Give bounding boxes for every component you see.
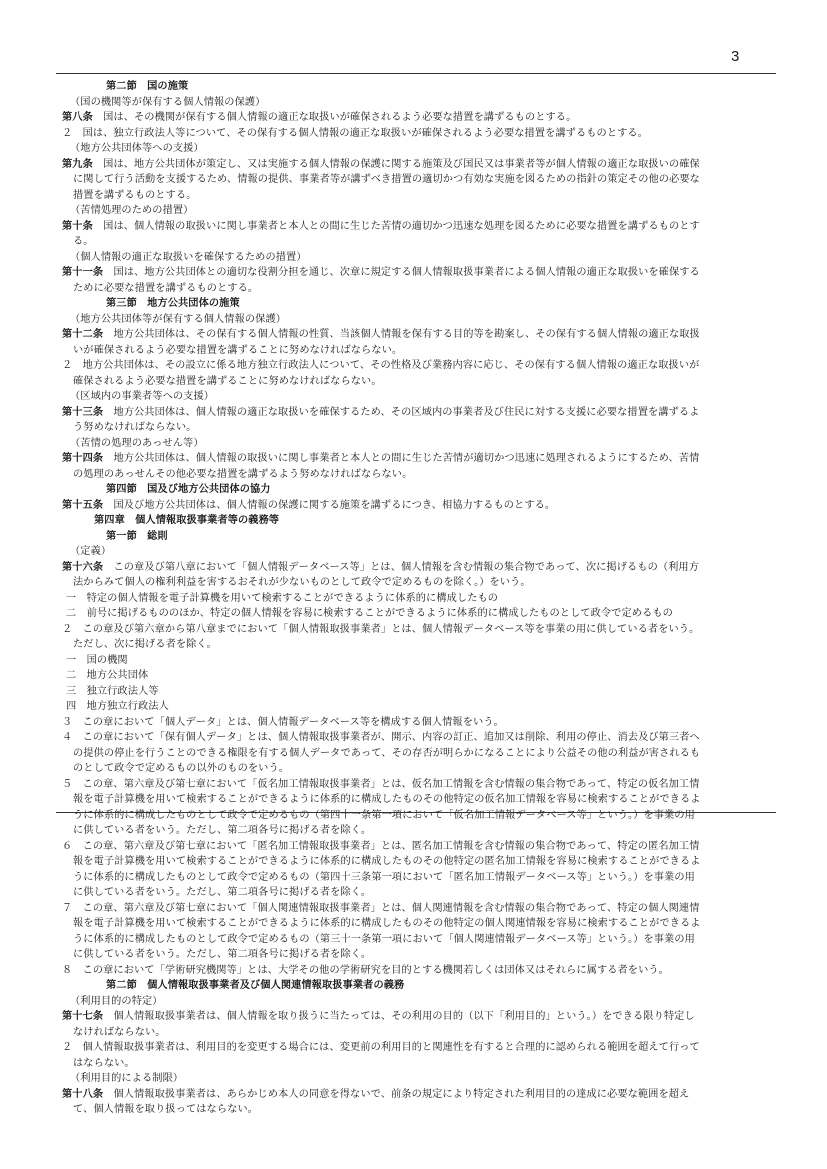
- text-line: に関して行う活動を支援するため、情報の提供、事業者等が講ずべき措置の適切かつ有効な実施を図るための指針の策定その他の必要な: [73, 174, 700, 185]
- text-line: ２ 国は、独立行政法人等について、その保有する個人情報の適正な取扱いが確保されるよう必要な措置を講ずるものとする。: [62, 127, 648, 139]
- article-paragraph: [62, 498, 768, 514]
- text-line: ８ この章において「学術研究機関等」とは、大学その他の学術研究を目的とする機関若しくは団体又はそれらに属する者をいう。: [62, 964, 669, 976]
- section-heading: 第一節 総則: [106, 530, 168, 542]
- list-item: 二 地方公共団体: [66, 670, 149, 681]
- footer-rule: [56, 812, 776, 813]
- article-paragraph: [62, 1009, 768, 1040]
- text-line: のとして政令で定めるもの以外のものをいう。: [73, 763, 290, 774]
- article-paragraph: [62, 1087, 768, 1118]
- section-heading: 第二節 国の施策: [106, 81, 189, 92]
- text-line: ただし、次に掲げる者を除く。: [73, 639, 217, 650]
- list-item: 三 独立行政法人等: [66, 685, 159, 697]
- article-paragraph: [62, 265, 768, 296]
- section-heading: 第四節 国及び地方公共団体の協力: [106, 484, 271, 495]
- text-line: 第十一条 国は、地方公共団体との適切な役割分担を通じ、次章に規定する個人情報取扱事業者による個人情報の適正な取扱いを確保する: [62, 267, 700, 278]
- article-label: 第十六条: [62, 561, 104, 573]
- text-line: 確保されるよう必要な措置を講ずることに努めなければならない。: [73, 375, 382, 387]
- document-body: [62, 79, 768, 1118]
- sub-paragraph: [62, 777, 768, 839]
- text-line: 第十五条 国及び地方公共団体は、個人情報の保護に関する施策を講ずるにつき、相協力するものとする。: [62, 499, 556, 511]
- text-line: ５ この章、第六章及び第七章において「仮名加工情報取扱事業者」とは、仮名加工情報を含む情報の集合物であって、特定の仮名加工情: [62, 778, 700, 790]
- text-line: 第十七条 個人情報取扱事業者は、個人情報を取り扱うに当たっては、その利用の目的（以下「利用目的」という。）をできる限り特定し: [62, 1011, 695, 1022]
- sub-paragraph: [62, 126, 768, 142]
- article-caption: （区域内の事業者等への支援）: [70, 391, 215, 402]
- article-paragraph: [62, 405, 768, 436]
- sub-paragraph: [62, 358, 768, 389]
- text-line: の処理のあっせんその他必要な措置を講ずるよう努めなければならない。: [73, 468, 413, 480]
- text-line: ７ この章、第六章及び第七章において「個人関連情報取扱事業者」とは、個人関連情報を含む情報の集合物であって、特定の個人関連情: [62, 902, 700, 914]
- text-line: 第十条 国は、個人情報の取扱いに関し事業者と本人との間に生じた苦情の適切かつ迅速な処理を図るために必要な措置を講ずるものとす: [62, 220, 700, 232]
- article-paragraph: [62, 219, 768, 250]
- article-caption: （利用目的の特定）: [70, 995, 163, 1007]
- text-line: 第十二条 地方公共団体は、その保有する個人情報の性質、当該個人情報を保有する目的等を勘案し、その保有する個人情報の適正な取扱: [62, 329, 700, 340]
- article-label: 第十五条: [62, 499, 104, 511]
- text-line: いが確保されるよう必要な措置を講ずることに努めなければならない。: [73, 344, 403, 356]
- article-caption: （定義）: [70, 546, 112, 557]
- text-line: う努めなければならない。: [73, 422, 197, 433]
- sub-paragraph: [62, 963, 768, 979]
- text-line: て、個人情報を取り扱ってはならない。: [73, 1104, 258, 1115]
- sub-paragraph: [62, 730, 768, 777]
- chapter-heading: 第四章 個人情報取扱事業者等の義務等: [94, 515, 280, 526]
- section-heading: 第二節 個人情報取扱事業者及び個人関連情報取扱事業者の義務: [106, 980, 405, 991]
- text-line: うに体系的に構成したものとして政令で定めるもの（第四十一条第一項において「仮名加工情報データベース等」という。）を事業の用: [73, 809, 695, 821]
- article-caption: （国の機関等が保有する個人情報の保護）: [70, 96, 266, 108]
- text-line: ２ この章及び第六章から第八章までにおいて「個人情報取扱事業者」とは、個人情報データベース等を事業の用に供している者をいう。: [62, 623, 700, 635]
- text-line: はならない。: [73, 1057, 135, 1069]
- article-label: 第十三条: [62, 406, 104, 418]
- article-label: 第十一条: [62, 267, 104, 278]
- article-paragraph: [62, 110, 768, 126]
- text-line: に供している者をいう。ただし、第二項各号に掲げる者を除く。: [73, 887, 372, 898]
- text-line: 報を電子計算機を用いて検索することができるように体系的に構成したものその他特定の個人関連情報を容易に検索することができるよ: [73, 918, 701, 929]
- text-line: なければならない。: [73, 1026, 166, 1038]
- text-line: うに体系的に構成したものとして政令で定めるもの（第四十三条第一項において「匿名加工情報データベース等」という。）を事業の用: [73, 871, 695, 883]
- section-heading: 第三節 地方公共団体の施策: [106, 298, 240, 309]
- list-item: 二 前号に掲げるもののほか、特定の個人情報を容易に検索することができるように体系的に構成したものとして政令で定めるもの: [66, 608, 673, 619]
- article-caption: （地方公共団体等が保有する個人情報の保護）: [70, 313, 287, 325]
- header-rule: [56, 73, 776, 74]
- text-line: 第十六条 この章及び第八章において「個人情報データベース等」とは、個人情報を含む情報の集合物であって、次に掲げるもの（利用方: [62, 561, 700, 573]
- article-caption: （苦情処理のための措置）: [70, 205, 194, 216]
- text-line: 措置を講ずるものとする。: [73, 189, 197, 201]
- article-paragraph: [62, 157, 768, 204]
- text-line: 第九条 国は、地方公共団体が策定し、又は実施する個人情報の保護に関する施策及び国民又は事業者等が個人情報の適正な取扱いの確保: [62, 158, 700, 170]
- text-line: の提供の停止を行うことのできる権限を有する個人データであって、その存否が明らかになることにより公益その他の利益が害されるも: [73, 747, 701, 759]
- page-number: 3: [731, 48, 740, 65]
- article-paragraph: [62, 451, 768, 482]
- text-line: ３ この章において「個人データ」とは、個人情報データベース等を構成する個人情報をいう。: [62, 716, 504, 728]
- article-caption: （個人情報の適正な取扱いを確保するための措置）: [70, 251, 307, 263]
- text-line: 報を電子計算機を用いて検索することができるように体系的に構成したものその他特定の仮名加工情報を容易に検索することができるよ: [73, 794, 701, 805]
- list-item: 四 地方独立行政法人: [66, 701, 169, 712]
- text-line: に供している者をいう。ただし、第二項各号に掲げる者を除く。: [73, 949, 372, 960]
- text-line: ２ 個人情報取扱事業者は、利用目的を変更する場合には、変更前の利用目的と関連性を有すると合理的に認められる範囲を超えて行って: [62, 1042, 700, 1053]
- article-caption: （地方公共団体等への支援）: [70, 143, 204, 154]
- text-line: 第十三条 地方公共団体は、個人情報の適正な取扱いを確保するため、その区域内の事業者及び住民に対する支援に必要な措置を講ずるよ: [62, 406, 700, 418]
- text-line: 第十四条 地方公共団体は、個人情報の取扱いに関し事業者と本人との間に生じた苦情が適切かつ迅速に処理されるようにするため、苦情: [62, 453, 700, 464]
- text-line: る。: [73, 236, 94, 247]
- article-caption: （利用目的による制限）: [70, 1073, 184, 1084]
- article-label: 第十八条: [62, 1088, 104, 1100]
- article-label: 第十四条: [62, 453, 104, 464]
- article-label: 第九条: [62, 158, 93, 170]
- sub-paragraph: [62, 715, 768, 731]
- article-label: 第十七条: [62, 1011, 104, 1022]
- sub-paragraph: [62, 1040, 768, 1071]
- text-line: ２ 地方公共団体は、その設立に係る地方独立行政法人について、その性格及び業務内容に応じ、その保有する個人情報の適正な取扱いが: [62, 360, 700, 371]
- sub-paragraph: [62, 839, 768, 901]
- article-label: 第十条: [62, 220, 93, 232]
- sub-paragraph: [62, 622, 768, 653]
- sub-paragraph: [62, 901, 768, 963]
- text-line: ために必要な措置を講ずるものとする。: [73, 282, 259, 294]
- text-line: ４ この章において「保有個人データ」とは、個人情報取扱事業者が、開示、内容の訂正、追加又は削除、利用の停止、消去及び第三者へ: [62, 732, 700, 743]
- list-item: 一 国の機関: [66, 654, 128, 666]
- text-line: 第十八条 個人情報取扱事業者は、あらかじめ本人の同意を得ないで、前条の規定により特定された利用目的の達成に必要な範囲を超え: [62, 1088, 690, 1100]
- article-paragraph: [62, 327, 768, 358]
- article-label: 第十二条: [62, 329, 104, 340]
- text-line: うに体系的に構成したものとして政令で定めるもの（第三十一条第一項において「個人関連情報データベース等」という。）を事業の用: [73, 933, 695, 945]
- article-caption: （苦情の処理のあっせん等）: [70, 437, 204, 449]
- text-line: 法からみて個人の権利利益を害するおそれが少ないものとして政令で定めるものを除く。）をいう。: [73, 577, 531, 588]
- text-line: 第八条 国は、その機関が保有する個人情報の適正な取扱いが確保されるよう必要な措置を講ずるものとする。: [62, 112, 577, 123]
- article-label: 第八条: [62, 112, 93, 123]
- text-line: ６ この章、第六章及び第七章において「匿名加工情報取扱事業者」とは、匿名加工情報を含む情報の集合物であって、特定の匿名加工情: [62, 840, 700, 852]
- article-paragraph: [62, 560, 768, 591]
- text-line: に供している者をいう。ただし、第二項各号に掲げる者を除く。: [73, 825, 372, 836]
- list-item: 一 特定の個人情報を電子計算機を用いて検索することができるように体系的に構成したもの: [66, 592, 499, 604]
- text-line: 報を電子計算機を用いて検索することができるように体系的に構成したものその他特定の匿名加工情報を容易に検索することができるよ: [73, 856, 701, 867]
